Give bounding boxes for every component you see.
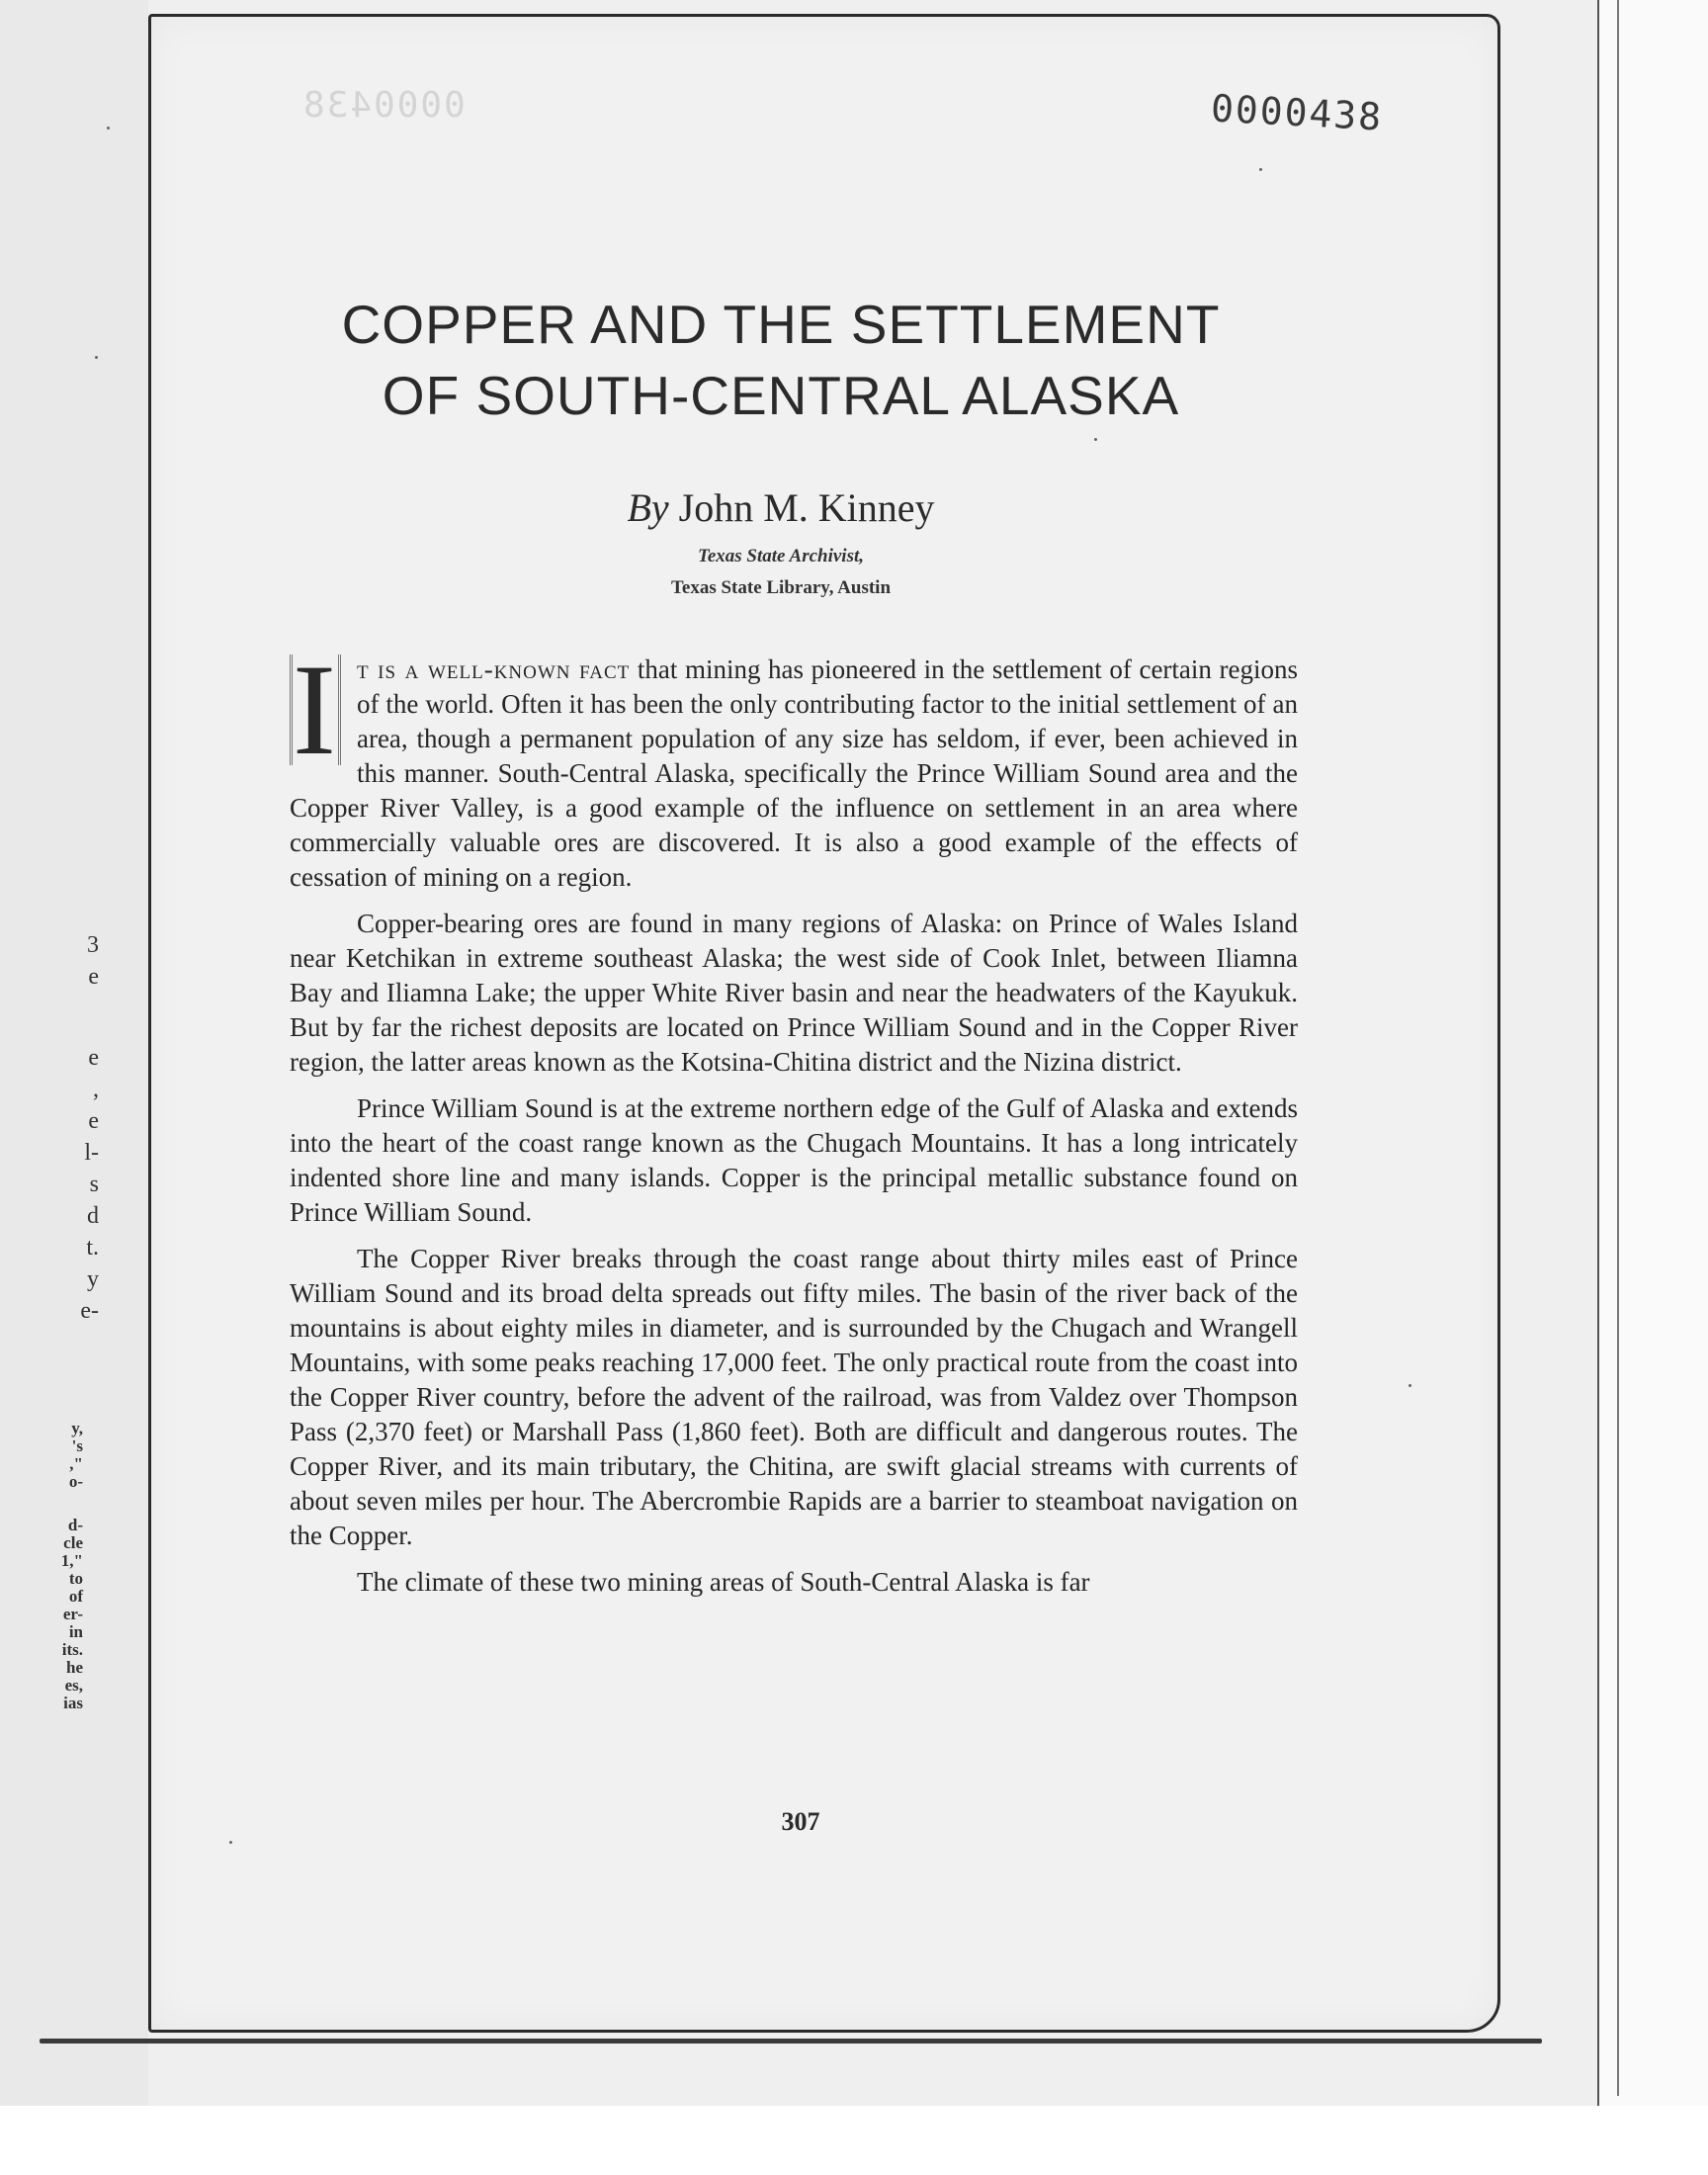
- paragraph: [290, 637, 1298, 895]
- document-number-bleedthrough: 0000438: [301, 85, 466, 126]
- article-body: [290, 637, 1298, 1611]
- paragraph: Prince William Sound is at the extreme northern edge of the Gulf of Alaska and extends into the heart of the coast range known as the Chugach Mountains. It has a long intricately indented shore line and many islands. Copper is the principal metallic substance found on Prince William Sound.: [290, 1093, 1298, 1227]
- page-number: 307: [781, 1807, 820, 1836]
- author-role: Texas State Archivist,: [697, 546, 865, 566]
- paragraph: The Copper River breaks through the coast range about thirty miles east of Prince William Sound and its broad delta spreads out fifty miles. The basin of the river back of the mountains is about eighty miles in diameter, and is surrounded by the Chugach and Wrangell Mountains, with some peaks reaching 17,000 feet. The only practical route from the coast into the Copper River country, before the advent of the railroad, was from Valdez over Thompson Pass (2,370 feet) or Marshall Pass (1,860 feet). Both are difficult and dangerous routes. The Copper River, and its main tributary, the Chitina, are swift glacial streams with currents of about seven miles per hour. The Abercrombie Rapids are a barrier to steamboat navigation on the Copper.: [290, 1244, 1298, 1550]
- scanner-edge-line: [1617, 0, 1619, 2096]
- bleed-fragment: in: [68, 1622, 83, 1641]
- scan-speck: [107, 127, 110, 130]
- title-line-1: COPPER AND THE SETTLEMENT: [341, 294, 1221, 355]
- bleed-fragment: s: [89, 1172, 99, 1197]
- bleed-fragment: o-: [68, 1472, 83, 1491]
- scan-speck: [1409, 1384, 1411, 1387]
- scan-speck: [95, 356, 98, 359]
- bleed-fragment: er-: [62, 1605, 83, 1623]
- author-name: John M. Kinney: [678, 485, 935, 530]
- bleed-fragment: d-: [67, 1516, 83, 1534]
- scanner-bottom-margin: [0, 2106, 1708, 2175]
- bleed-fragment: e: [88, 964, 99, 990]
- bleed-fragment: d: [87, 1203, 99, 1229]
- bleed-fragment: y: [87, 1266, 99, 1292]
- facing-page-text-bleed-lower: [43, 1420, 83, 1712]
- document-number-stamp: 0000438: [1209, 86, 1385, 139]
- bleed-fragment: its.: [61, 1640, 83, 1659]
- opening-small-caps: t is a well-known fact: [356, 654, 631, 684]
- scan-speck: [1094, 438, 1097, 441]
- page-bottom-edge: [40, 2039, 1542, 2044]
- bleed-fragment: 's: [71, 1436, 83, 1455]
- bleed-fragment: 3: [87, 932, 99, 958]
- bleed-fragment: of: [68, 1587, 83, 1606]
- bleed-fragment: ias: [63, 1694, 83, 1712]
- bleed-fragment: 1,": [60, 1551, 83, 1570]
- paragraph-text: that mining has pioneered in the settlement of certain regions of the world. Often it has been the only contributing factor to the initial settlement of an area, though a permanent population of any size has seldom, if ever, been achieved in this manner. South-Central Alaska, specifically the Prince William Sound area and the Copper River Valley, is a good example of the influence on settlement in an area where commercially valuable ores are discovered. It is also a good example of the effects of cessation of mining on a region.: [290, 654, 1298, 892]
- bleed-fragment: to: [68, 1569, 83, 1588]
- paragraph: The climate of these two mining areas of South-Central Alaska is far: [357, 1567, 1090, 1597]
- bleed-fragment: y,: [71, 1419, 83, 1437]
- bleed-fragment: t.: [86, 1235, 99, 1261]
- bleed-fragment: ,: [93, 1077, 99, 1102]
- paragraph: Copper-bearing ores are found in many regions of Alaska: on Prince of Wales Island near Ketchikan in extreme southeast Alaska; the west side of Cook Inlet, between Iliamna Bay and Iliamna Lake; the upper White River basin and near the headwaters of the Kayukuk. But by far the richest deposits are located on Prince William Sound and in the Copper River region, the latter areas known as the Kotsina-Chitina district and the Nizina district.: [290, 909, 1298, 1077]
- bleed-fragment: l-: [84, 1140, 99, 1166]
- drop-cap: I: [290, 654, 341, 765]
- article-title: [297, 289, 1265, 431]
- bleed-fragment: e: [88, 1108, 99, 1134]
- bleed-fragment: e: [88, 1045, 99, 1071]
- bleed-fragment: e-: [80, 1298, 99, 1324]
- author-affiliation: Texas State Library, Austin: [670, 577, 892, 598]
- bleed-fragment: ,": [69, 1454, 83, 1473]
- facing-page-text-bleed-upper: [40, 929, 99, 1327]
- bleed-fragment: cle: [63, 1533, 83, 1552]
- scan-speck: [1259, 168, 1262, 171]
- byline-prefix: By: [627, 485, 669, 530]
- bleed-fragment: es,: [64, 1676, 83, 1695]
- bleed-fragment: he: [66, 1658, 83, 1677]
- byline: [554, 484, 1008, 531]
- title-line-2: OF SOUTH-CENTRAL ALASKA: [382, 365, 1180, 426]
- scan-speck: [229, 1841, 232, 1844]
- scanner-right-edge: [1597, 0, 1708, 2106]
